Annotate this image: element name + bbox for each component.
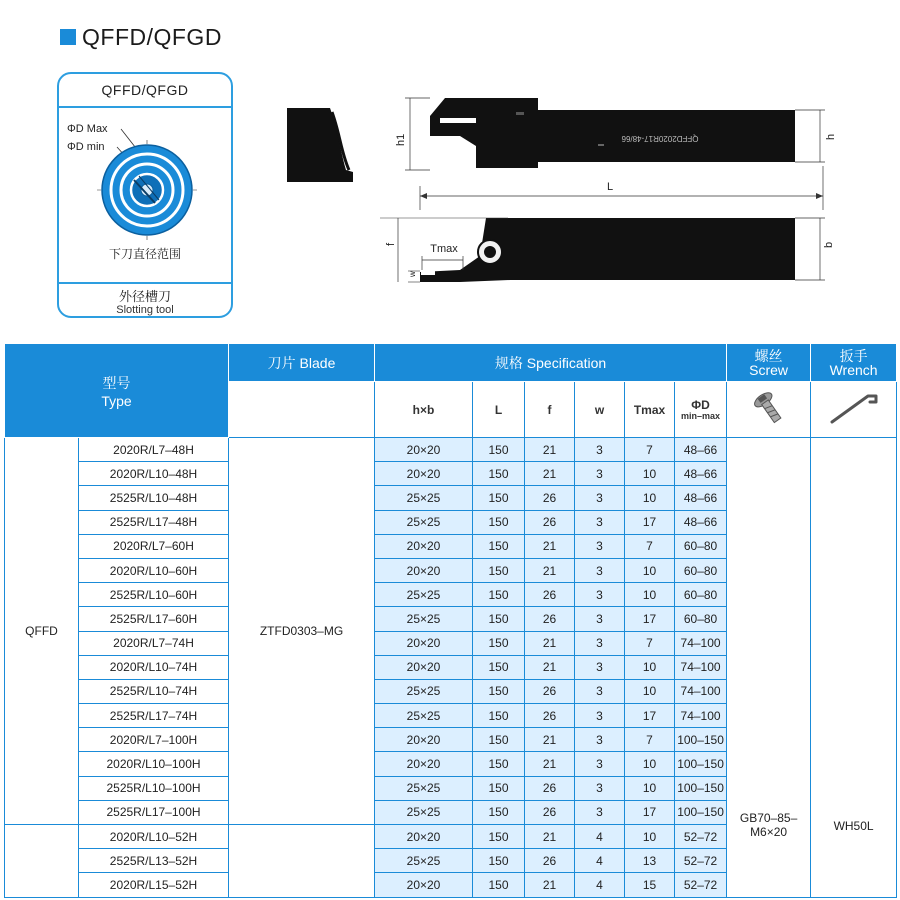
cell-hxb: 20×20 [375,728,473,752]
cell-L: 150 [473,776,525,800]
cell-L: 150 [473,704,525,728]
screw-header-en: Screw [749,361,789,378]
cell-tmax: 10 [625,752,675,776]
cell-f: 21 [525,558,575,582]
cell-tmax: 15 [625,873,675,897]
cell-d: 100–150 [675,776,727,800]
cell-w: 3 [575,631,625,655]
range-caption: 下刀直径范围 [108,247,182,261]
screw-header [727,344,811,382]
cell-f: 26 [525,583,575,607]
cell-w: 3 [575,510,625,534]
cell-tmax: 17 [625,510,675,534]
tool-end-view [287,108,353,182]
col-L: L [473,382,525,438]
cell-d: 74–100 [675,631,727,655]
diameter-diagram [59,108,231,284]
dim-tmax: Tmax [430,243,458,255]
cell-f: 26 [525,849,575,873]
cell-w: 3 [575,558,625,582]
cell-L: 150 [473,558,525,582]
cell-w: 3 [575,728,625,752]
cell-f: 26 [525,607,575,631]
model-cell: 2020R/L10–100H [79,752,229,776]
cell-tmax: 7 [625,534,675,558]
tool-name-cn: 外径槽刀 [118,289,171,304]
cell-hxb: 20×20 [375,873,473,897]
cell-d: 60–80 [675,583,727,607]
cell-w: 4 [575,873,625,897]
spec-header: 规格 Specification [375,344,727,382]
table-row [5,438,897,462]
spec-table [4,343,897,898]
cell-f: 21 [525,534,575,558]
diameter-range-card [57,72,233,318]
cell-tmax: 10 [625,655,675,679]
cell-w: 3 [575,438,625,462]
cell-tmax: 10 [625,825,675,849]
cell-w: 3 [575,776,625,800]
cell-f: 21 [525,462,575,486]
cell-d: 52–72 [675,849,727,873]
cell-f: 21 [525,873,575,897]
cell-d: 100–150 [675,752,727,776]
cell-hxb: 20×20 [375,558,473,582]
cell-L: 150 [473,679,525,703]
cell-d: 60–80 [675,558,727,582]
cell-tmax: 10 [625,462,675,486]
cell-d: 74–100 [675,679,727,703]
col-f: f [525,382,575,438]
cell-hxb: 25×25 [375,776,473,800]
cell-L: 150 [473,728,525,752]
cell-hxb: 20×20 [375,438,473,462]
cell-tmax: 10 [625,558,675,582]
screw-icon-cell [727,382,811,438]
model-cell: 2525R/L10–48H [79,486,229,510]
cell-d: 74–100 [675,704,727,728]
cell-f: 21 [525,631,575,655]
cell-L: 150 [473,849,525,873]
col-d-label: ΦD [691,398,710,412]
cell-hxb: 25×25 [375,583,473,607]
model-cell: 2020R/L10–60H [79,558,229,582]
col-w: w [575,382,625,438]
dmax-label: ΦD Max [67,123,108,135]
cell-L: 150 [473,631,525,655]
cell-L: 150 [473,752,525,776]
cell-L: 150 [473,583,525,607]
col-tmax: Tmax [625,382,675,438]
cell-f: 21 [525,438,575,462]
cell-L: 150 [473,800,525,824]
cell-w: 3 [575,486,625,510]
type-header-en: Type [101,392,132,409]
cell-d: 48–66 [675,462,727,486]
dim-h1: h1 [395,133,407,146]
dim-h: h [825,133,837,140]
model-cell: 2525R/L17–100H [79,800,229,824]
cell-d: 100–150 [675,800,727,824]
dmin-label: ΦD min [67,141,105,153]
model-cell: 2525R/L17–60H [79,607,229,631]
cell-hxb: 20×20 [375,825,473,849]
cell-d: 52–72 [675,873,727,897]
cell-L: 150 [473,655,525,679]
model-cell: 2020R/L10–52H [79,825,229,849]
cell-hxb: 20×20 [375,631,473,655]
col-d [675,382,727,438]
tool-side-view [430,98,795,168]
cell-L: 150 [473,607,525,631]
cell-d: 60–80 [675,607,727,631]
cell-d: 74–100 [675,655,727,679]
tool-name-en: Slotting tool [116,304,174,316]
cell-d: 52–72 [675,825,727,849]
page-title: QFFD/QFGD [60,22,222,52]
model-cell: 2525R/L13–52H [79,849,229,873]
cell-f: 21 [525,655,575,679]
screw-icon [749,388,789,428]
wrench-header-cn: 扳手 [839,347,868,364]
cell-L: 150 [473,534,525,558]
cell-f: 26 [525,486,575,510]
cell-hxb: 25×25 [375,510,473,534]
model-cell: 2020R/L7–74H [79,631,229,655]
cell-d: 100–150 [675,728,727,752]
cell-L: 150 [473,825,525,849]
dim-b: b [823,241,835,248]
cell-w: 3 [575,679,625,703]
screw-cell [727,438,811,898]
model-cell: 2525R/L10–60H [79,583,229,607]
cell-w: 3 [575,800,625,824]
model-cell: 2525R/L10–100H [79,776,229,800]
dim-f: f [385,242,397,246]
group-label-qffd: QFFD [5,438,79,825]
target-rings-icon [102,145,192,235]
cell-hxb: 20×20 [375,655,473,679]
blade-header: 刀片 Blade [229,344,375,382]
wrench-header [811,344,897,382]
title-square-icon [60,29,76,45]
cell-tmax: 10 [625,679,675,703]
tool-top-view [420,218,795,282]
dim-L: L [606,181,614,193]
cell-L: 150 [473,510,525,534]
cell-hxb: 25×25 [375,679,473,703]
wrench-cell: WH50L [811,438,897,898]
type-header-cn: 型号 [102,374,131,391]
dim-w: w [408,271,417,277]
spec-table-body [5,438,897,898]
cell-L: 150 [473,438,525,462]
cell-L: 150 [473,873,525,897]
cell-f: 26 [525,704,575,728]
cell-d: 48–66 [675,486,727,510]
cell-w: 4 [575,825,625,849]
model-cell: 2525R/L17–48H [79,510,229,534]
model-cell: 2020R/L10–48H [79,462,229,486]
card-header: QFFD/QFGD [59,74,231,108]
blade-cell: ZTFD0303–MG [229,438,375,825]
cell-hxb: 25×25 [375,849,473,873]
cell-hxb: 25×25 [375,800,473,824]
cell-f: 26 [525,510,575,534]
blade-subheader [229,382,375,438]
cell-w: 3 [575,704,625,728]
cell-hxb: 25×25 [375,704,473,728]
tool-engraving: QFFD2020R17-48/66 [621,134,699,143]
cell-tmax: 7 [625,631,675,655]
cell-f: 21 [525,752,575,776]
model-cell: 2525R/L17–74H [79,704,229,728]
cell-d: 60–80 [675,534,727,558]
cell-tmax: 10 [625,776,675,800]
screw-value: GB70–85–M6×20 [739,810,798,839]
cell-tmax: 13 [625,849,675,873]
cell-f: 26 [525,800,575,824]
model-cell: 2020R/L15–52H [79,873,229,897]
model-cell: 2020R/L7–60H [79,534,229,558]
cell-f: 21 [525,728,575,752]
cell-w: 3 [575,607,625,631]
cell-f: 26 [525,679,575,703]
cell-f: 26 [525,776,575,800]
cell-w: 3 [575,534,625,558]
model-cell: 2525R/L10–74H [79,679,229,703]
cell-tmax: 10 [625,486,675,510]
cell-w: 4 [575,849,625,873]
cell-d: 48–66 [675,510,727,534]
cell-L: 150 [473,462,525,486]
blade-cell-second [229,825,375,898]
cell-hxb: 25×25 [375,607,473,631]
cell-L: 150 [473,486,525,510]
cell-w: 3 [575,752,625,776]
cell-d: 48–66 [675,438,727,462]
wrench-icon-cell [811,382,897,438]
cell-tmax: 17 [625,607,675,631]
type-header [5,344,229,438]
cell-w: 3 [575,583,625,607]
cell-hxb: 25×25 [375,486,473,510]
cell-f: 21 [525,825,575,849]
wrench-header-en: Wrench [829,361,878,378]
screw-header-cn: 螺丝 [754,347,783,364]
cell-tmax: 17 [625,704,675,728]
cell-w: 3 [575,655,625,679]
model-cell: 2020R/L7–48H [79,438,229,462]
model-cell: 2020R/L7–100H [79,728,229,752]
wrench-icon [826,388,882,428]
col-hxb: h×b [375,382,473,438]
cell-hxb: 20×20 [375,462,473,486]
cell-tmax: 7 [625,438,675,462]
col-d-sub: min–max [681,411,721,421]
cell-hxb: 20×20 [375,752,473,776]
card-footer [59,282,231,316]
cell-hxb: 20×20 [375,534,473,558]
group-label-second [5,825,79,898]
cell-tmax: 10 [625,583,675,607]
cell-tmax: 7 [625,728,675,752]
cell-w: 3 [575,462,625,486]
model-cell: 2020R/L10–74H [79,655,229,679]
tool-drawing [280,90,840,310]
header-row-1 [5,344,897,382]
cell-tmax: 17 [625,800,675,824]
